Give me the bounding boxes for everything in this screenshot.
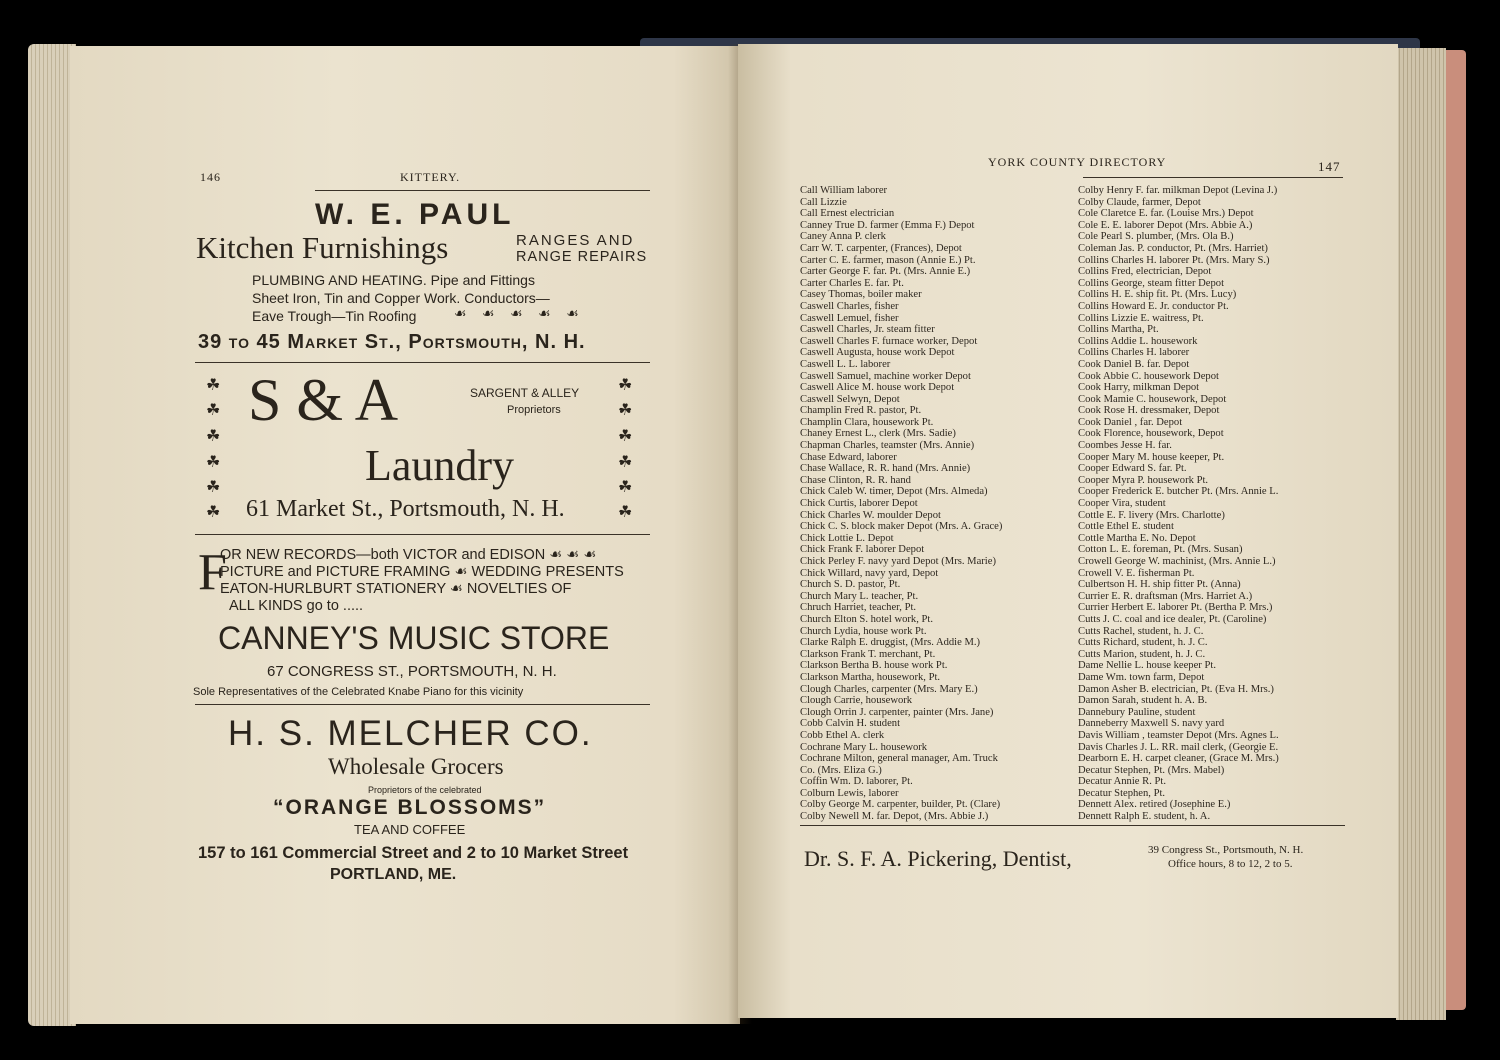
directory-entry: Champlin Fred R. pastor, Pt. [800,405,922,417]
directory-entry: Chick Caleb W. timer, Depot (Mrs. Almeda) [800,486,988,498]
right-page [738,44,1398,1018]
directory-entry: Colby George M. carpenter, builder, Pt. (Clare) [800,799,1001,811]
directory-entry: Dame Nellie L. house keeper Pt. [1078,660,1216,672]
directory-entry: Dannebury Pauline, student [1078,706,1196,718]
directory-entry: Clarke Ralph E. druggist, (Mrs. Addie M.) [800,637,981,649]
directory-entry: Dearborn E. H. carpet cleaner, (Grace M. Mrs.) [1078,753,1279,765]
ad-canney-note: Sole Representatives of the Celebrated Knabe Piano for this vicinity [193,686,524,698]
ad-laundry-address: 61 Market St., Portsmouth, N. H. [246,496,565,522]
directory-entry: Cooper Vira, student [1078,498,1166,510]
directory-entry: Chick Willard, navy yard, Depot [800,567,939,579]
directory-entry: Collins Howard E. Jr. conductor Pt. [1078,300,1229,312]
directory-entry: Clarkson Frank T. merchant, Pt. [800,648,936,660]
directory-entry: Cutts Rachel, student, h. J. C. [1078,625,1204,637]
ad-canney-line-1: OR NEW RECORDS—both VICTOR and EDISON ☙ ☙ ☙ [220,547,597,563]
clover-icon: ☘ [618,504,633,521]
directory-entry: Cottle Martha E. No. Depot [1078,532,1196,544]
directory-entry: Cottle E. F. livery (Mrs. Charlotte) [1078,509,1225,521]
directory-entry: Carter Charles E. far. Pt. [800,277,904,289]
right-page-header: YORK COUNTY DIRECTORY [988,155,1167,169]
page-edges-left [28,44,76,1026]
left-page-number: 146 [200,170,221,184]
directory-entry: Chase Edward, laborer [800,451,897,463]
ad-melcher-brand: “ORANGE BLOSSOMS” [273,796,547,819]
directory-entry: Chick C. S. block maker Depot (Mrs. A. Grace) [800,521,1003,533]
ad-melcher-name: H. S. MELCHER CO. [228,714,593,753]
directory-entry: Chase Wallace, R. R. hand (Mrs. Annie) [800,463,971,475]
directory-entry: Danneberry Maxwell S. navy yard [1078,718,1225,730]
directory-entry: Caswell Selwyn, Depot [800,393,900,405]
clover-icon: ☘ [618,454,633,471]
directory-entry: Church Mary L. teacher, Pt. [800,590,919,602]
directory-entry: Co. (Mrs. Eliza G.) [800,764,882,776]
directory-entry: Champlin Clara, housework Pt. [800,416,934,428]
directory-entry: Caswell Charles F. furnace worker, Depot [800,335,978,347]
ad-paul-ornament: ☙ ☙ ☙ ☙ ☙ [454,307,585,322]
clover-icon: ☘ [206,428,221,445]
directory-entry: Cole Claretce E. far. (Louise Mrs.) Depot [1078,208,1254,220]
directory-entry: Carter C. E. farmer, mason (Annie E.) Pt. [800,254,976,266]
ad-laundry-headline: Laundry [365,441,515,490]
directory-entry: Caswell Charles, Jr. steam fitter [800,324,935,336]
ad-melcher-product: TEA AND COFFEE [354,822,466,837]
directory-entry: Coombes Jesse H. far. [1078,440,1172,452]
directory-entry: Caswell L. L. laborer [800,358,891,370]
directory-entry: Canney True D. farmer (Emma F.) Depot [800,219,975,231]
directory-entry: Coleman Jas. P. conductor, Pt. (Mrs. Harriet) [1078,242,1268,254]
directory-entry: Colby Henry F. far. milkman Depot (Levina J.) [1078,185,1278,196]
directory-entry: Cole Pearl S. plumber, (Mrs. Ola B.) [1078,231,1234,243]
directory-entry: Currier E. R. draftsman (Mrs. Harriet A.) [1078,590,1253,602]
directory-entry: Decatur Stephen, Pt. [1078,787,1166,799]
directory-entry: Chick Charles W. moulder Depot [800,509,941,521]
directory-entry: Collins H. E. ship fit. Pt. (Mrs. Lucy) [1078,289,1237,301]
ad-pickering-address: 39 Congress St., Portsmouth, N. H. [1148,844,1304,856]
left-page-header: KITTERY. [400,170,461,184]
ad-paul-headline: Kitchen Furnishings [196,230,449,265]
clover-icon: ☘ [206,402,221,419]
ad-melcher-address-2: PORTLAND, ME. [330,866,457,883]
directory-entry: Collins Addie L. housework [1078,335,1198,347]
ad-laundry-proprietor-2: Proprietors [507,404,561,416]
ad-canney-address: 67 CONGRESS ST., PORTSMOUTH, N. H. [267,663,557,680]
ad-canney-dropcap: F [198,544,227,601]
directory-entry: Collins George, steam fitter Depot [1078,277,1225,289]
directory-entry: Colby Claude, farmer, Depot [1078,196,1201,208]
directory-entry: Damon Sarah, student h. A. B. [1078,695,1208,707]
directory-entry: Dame Wm. town farm, Depot [1078,671,1205,683]
ad-paul-line-2: Sheet Iron, Tin and Copper Work. Conductors— [252,290,550,306]
directory-entry: Clough Charles, carpenter (Mrs. Mary E.) [800,683,978,695]
ad-paul-address: 39 to 45 Market St., Portsmouth, N. H. [198,331,586,353]
directory-entry: Chick Frank F. laborer Depot [800,544,925,556]
directory-entry: Cole E. E. laborer Depot (Mrs. Abbie A.) [1078,219,1253,231]
ad-canney-name: CANNEY'S MUSIC STORE [218,620,610,656]
directory-entry: Cobb Ethel A. clerk [800,729,885,741]
directory-entry: Chase Clinton, R. R. hand [800,474,911,486]
directory-entry: Casey Thomas, boiler maker [800,289,922,301]
directory-entry: Cutts Marion, student, h. J. C. [1078,648,1206,660]
ad-melcher-headline: Wholesale Grocers [328,754,504,779]
directory-entry: Cook Abbie C. housework Depot [1078,370,1219,382]
directory-entry: Cook Daniel , far. Depot [1078,416,1183,428]
directory-entry: Cooper Frederick E. butcher Pt. (Mrs. Annie L. [1078,486,1279,498]
directory-entry: Crowell George W. machinist, (Mrs. Annie L.) [1078,556,1276,567]
directory-entry: Church Elton S. hotel work, Pt. [800,613,934,625]
directory-entry: Church S. D. pastor, Pt. [800,579,901,591]
clover-icon: ☘ [618,377,633,394]
clover-icon: ☘ [618,402,633,419]
clover-icon: ☘ [618,479,633,496]
directory-entry: Chick Curtis, laborer Depot [800,498,918,510]
directory-entry: Cotton L. E. foreman, Pt. (Mrs. Susan) [1078,544,1243,556]
directory-entry: Call William laborer [800,185,888,196]
ad-canney-line-2: PICTURE and PICTURE FRAMING ☙ WEDDING PRESENTS [220,564,624,580]
directory-entry: Cobb Calvin H. student [800,718,901,730]
directory-entry: Cooper Edward S. far. Pt. [1078,463,1187,475]
directory-entry: Collins Fred, electrician, Depot [1078,266,1212,278]
clover-icon: ☘ [618,428,633,445]
left-page [70,46,740,1024]
directory-entry: Caswell Lemuel, fisher [800,312,899,324]
directory-entry: Cook Daniel B. far. Depot [1078,358,1190,370]
directory-entry: Cook Mamie C. housework, Depot [1078,393,1227,405]
directory-entry: Davis William , teamster Depot (Mrs. Agnes L. [1078,729,1279,741]
directory-entry: Collins Lizzie E. waitress, Pt. [1078,312,1204,324]
ad-canney-line-3: EATON-HURLBURT STATIONERY ☙ NOVELTIES OF [220,581,572,597]
directory-entry: Crowell V. E. fisherman Pt. [1078,567,1195,579]
ad-paul-line-1: PLUMBING AND HEATING. Pipe and Fittings [252,272,535,288]
clover-icon: ☘ [206,479,221,496]
directory-entry: Dennett Ralph E. student, h. A. [1078,811,1211,823]
directory-entry: Clarkson Martha, housework, Pt. [800,671,941,683]
directory-entry: Clough Carrie, housework [800,695,913,707]
directory-entry: Cooper Mary M. house keeper, Pt. [1078,451,1225,463]
directory-entry: Coffin Wm. D. laborer, Pt. [800,776,913,788]
directory-entry: Cooper Myra P. housework Pt. [1078,474,1209,486]
clover-icon: ☘ [206,377,221,394]
directory-entry: Caswell Alice M. house work Depot [800,382,955,394]
directory-entry: Dennett Alex. retired (Josephine E.) [1078,799,1231,811]
directory-entry: Chaney Ernest L., clerk (Mrs. Sadie) [800,428,956,440]
directory-entry: Cochrane Milton, general manager, Am. Truck [800,753,998,765]
page-edges-right [1396,48,1446,1020]
ad-melcher-proprietors: Proprietors of the celebrated [368,785,482,795]
directory-entry: Collins Martha, Pt. [1078,324,1159,336]
directory-entry: Carter George F. far. Pt. (Mrs. Annie E.) [800,266,971,278]
directory-entry: Call Ernest electrician [800,208,895,220]
directory-entry: Clarkson Bertha B. house work Pt. [800,660,948,672]
directory-entry: Cutts Richard, student, h. J. C. [1078,637,1208,649]
clover-icon: ☘ [206,504,221,521]
clover-icon: ☘ [206,454,221,471]
directory-entry: Collins Charles H. laborer [1078,347,1190,359]
directory-entry: Decatur Annie R. Pt. [1078,776,1166,788]
directory-entry: Culbertson H. H. ship fitter Pt. (Anna) [1078,579,1241,591]
directory-entry: Carr W. T. carpenter, (Frances), Depot [800,242,962,254]
directory-entry: Cottle Ethel E. student [1078,521,1174,533]
directory-entry: Cutts J. C. coal and ice dealer, Pt. (Caroline) [1078,613,1267,625]
directory-entry: Damon Asher B. electrician, Pt. (Eva H. Mrs.) [1078,683,1274,695]
ad-paul-side-1: RANGES AND [516,232,635,249]
directory-entry: Collins Charles H. laborer Pt. (Mrs. Mary S.) [1078,254,1270,266]
directory-entry: Decatur Stephen, Pt. (Mrs. Mabel) [1078,764,1225,776]
ad-pickering-hours: Office hours, 8 to 12, 2 to 5. [1168,858,1293,870]
directory-entry: Chick Perley F. navy yard Depot (Mrs. Marie) [800,556,996,567]
right-page-number: 147 [1318,159,1341,174]
directory-entry: Cook Harry, milkman Depot [1078,382,1200,394]
directory-entry: Caswell Augusta, house work Depot [800,347,955,359]
ad-paul-name: W. E. PAUL [315,198,515,231]
directory-entry: Church Lydia, house work Pt. [800,625,927,637]
ad-paul-side-2: RANGE REPAIRS [516,249,648,265]
directory-entry: Caswell Samuel, machine worker Depot [800,370,971,382]
directory-entry: Call Lizzie [800,196,847,208]
directory-entry: Clough Orrin J. carpenter, painter (Mrs. Jane) [800,706,994,718]
directory-entry: Cochrane Mary L. housework [800,741,928,753]
directory-entry: Davis Charles J. L. RR. mail clerk, (Georgie E. [1078,741,1279,753]
ad-laundry-proprietor-1: SARGENT & ALLEY [470,386,580,400]
directory-entry: Currier Herbert E. laborer Pt. (Bertha P. Mrs.) [1078,602,1273,614]
ad-laundry-big: S & A [248,367,399,433]
directory-entry: Colburn Lewis, laborer [800,787,899,799]
directory-column-1 [800,185,1002,823]
ad-canney-line-4: ALL KINDS go to ..... [229,598,364,614]
directory-entry: Caney Anna P. clerk [800,231,886,243]
directory-column-2 [1078,185,1279,823]
directory-entry: Chruch Harriet, teacher, Pt. [800,602,917,614]
directory-entry: Cook Rose H. dressmaker, Depot [1078,405,1220,417]
directory-entry: Cook Florence, housework, Depot [1078,428,1224,440]
ad-paul-line-3: Eave Trough—Tin Roofing [252,308,417,324]
ad-melcher-address-1: 157 to 161 Commercial Street and 2 to 10 Market Street [198,844,629,862]
directory-entry: Chapman Charles, teamster (Mrs. Annie) [800,440,975,452]
directory-entry: Caswell Charles, fisher [800,300,899,312]
directory-entry: Colby Newell M. far. Depot, (Mrs. Abbie J.) [800,811,989,823]
directory-entry: Chick Lottie L. Depot [800,532,894,544]
ad-pickering-name: Dr. S. F. A. Pickering, Dentist, [804,846,1072,871]
